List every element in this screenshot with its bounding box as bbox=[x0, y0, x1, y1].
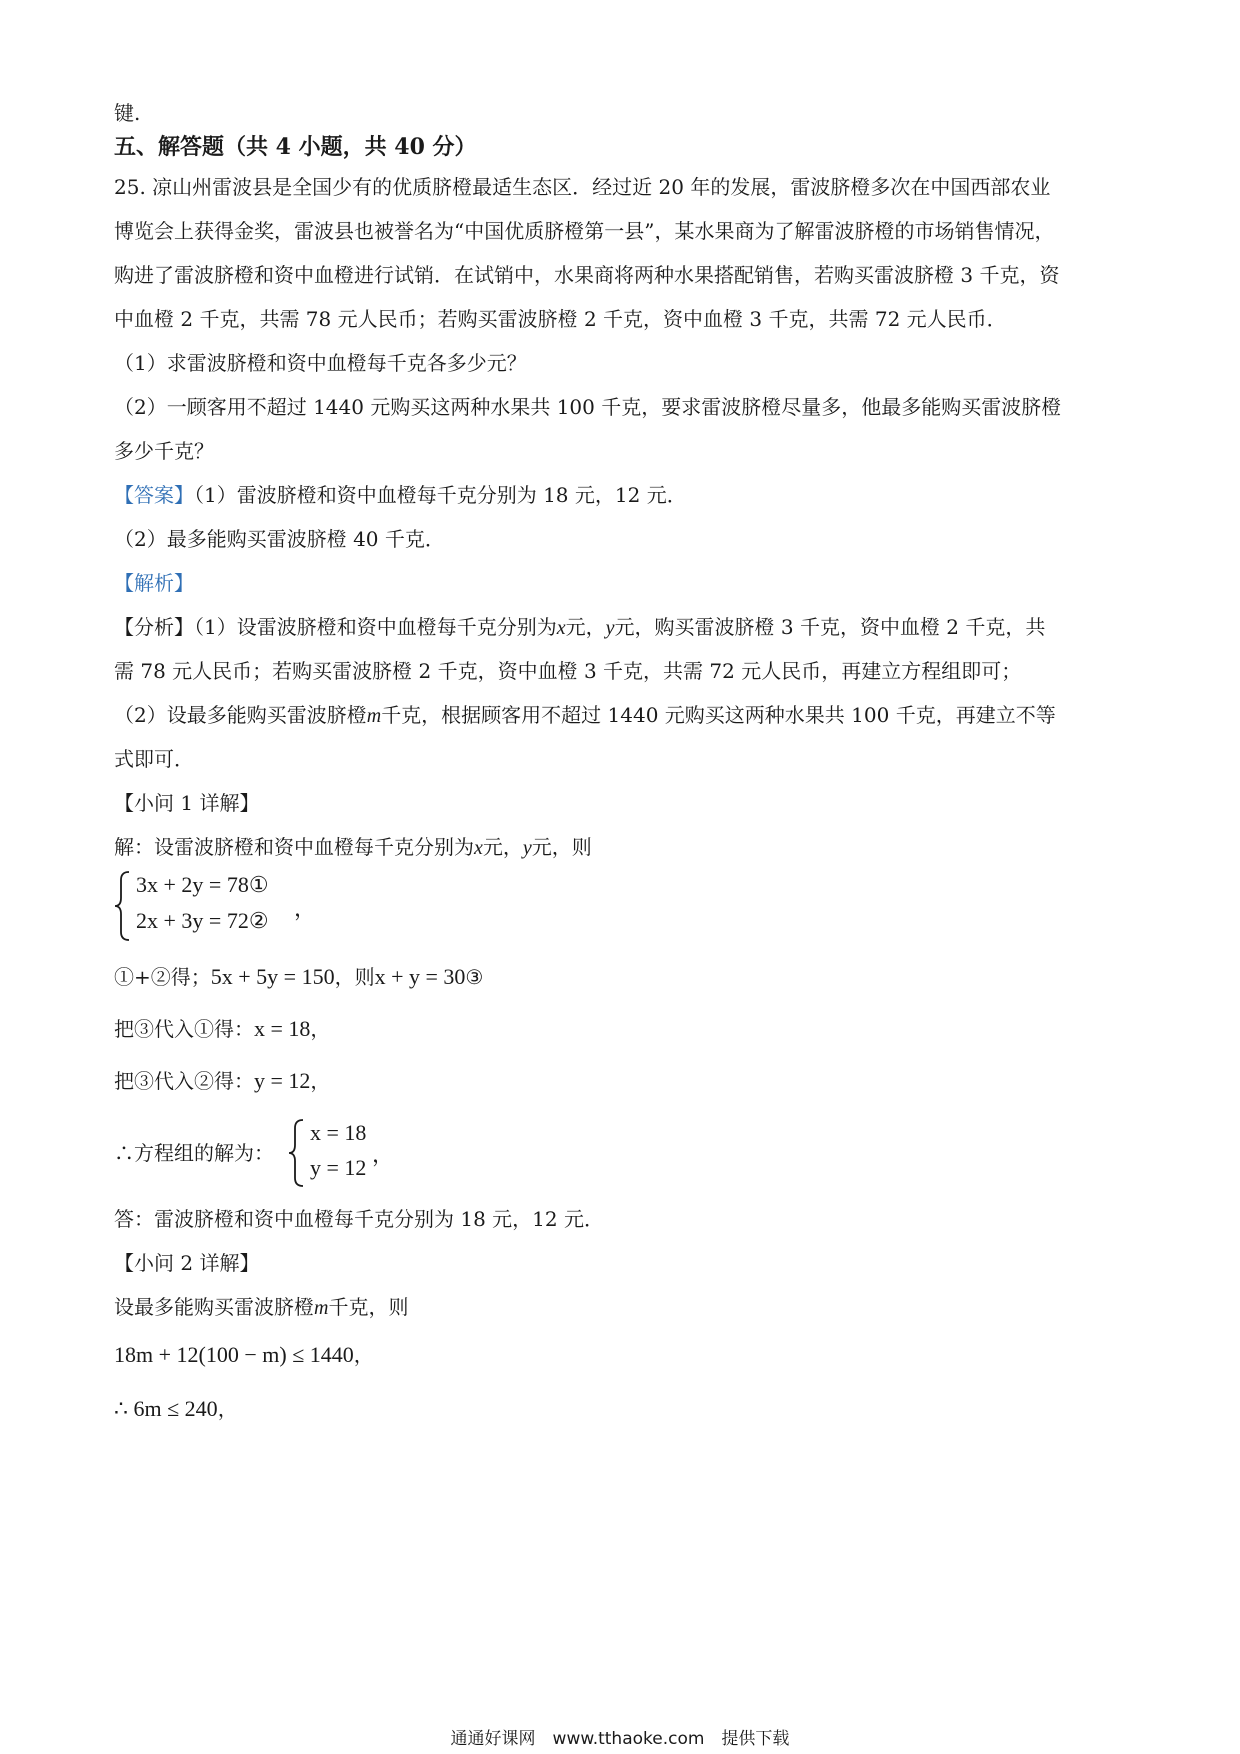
solution-line bbox=[114, 1292, 408, 1323]
section-heading: 五、解答题（共 4 小题，共 40 分） bbox=[114, 134, 477, 160]
analysis-text: 元，购买雷波脐橙 3 千克，资中血橙 2 千克，共 bbox=[614, 615, 1046, 639]
sub-question-1: （1）求雷波脐橙和资中血橙每千克各多少元？ bbox=[114, 351, 527, 375]
page-footer: 通通好课网 www.tthaoke.com 提供下载 bbox=[450, 1729, 790, 1749]
solution-line bbox=[114, 832, 592, 863]
solution-step bbox=[114, 962, 483, 992]
solution-text: 解：设雷波脐橙和资中血橙每千克分别为 bbox=[114, 835, 474, 859]
question-text: 购进了雷波脐橙和资中血橙进行试销．在试销中，水果商将两种水果搭配销售，若购买雷波脐橙 3 千克，资 bbox=[114, 263, 1060, 287]
analysis-text: 元， bbox=[565, 615, 606, 639]
answer-statement: 答：雷波脐橙和资中血橙每千克分别为 18 元，12 元． bbox=[114, 1207, 604, 1231]
variable-m: m bbox=[314, 1297, 329, 1319]
question-text: 中血橙 2 千克，共需 78 元人民币；若购买雷波脐橙 2 千克，资中血橙 3 千克，共需 72 元人民币． bbox=[114, 307, 1007, 331]
punctuation: ， bbox=[372, 1142, 395, 1167]
question-text: 博览会上获得金奖，雷波县也被誉名为“中国优质脐橙第一县”，某水果商为了解雷波脐橙的市场销售情况， bbox=[114, 219, 1055, 243]
step-text: 把③代入①得： bbox=[114, 1017, 254, 1041]
answer-line bbox=[114, 480, 687, 510]
equation: x = 18 bbox=[254, 1016, 311, 1041]
equation: 5x + 5y = 150 bbox=[210, 964, 335, 989]
step-text: 把③代入②得： bbox=[114, 1069, 254, 1093]
inequality: ∴ 6m ≤ 240 bbox=[114, 1396, 218, 1421]
step-text: ，则 bbox=[334, 965, 375, 989]
punctuation: ， bbox=[294, 896, 317, 921]
analysis-tag: 【解析】 bbox=[114, 571, 194, 595]
equation: x + y = 30 bbox=[374, 964, 466, 989]
analysis-text: 【分析】（1）设雷波脐橙和资中血橙每千克分别为 bbox=[114, 615, 557, 639]
solution-text: 元，则 bbox=[531, 835, 592, 859]
analysis-line bbox=[114, 612, 1045, 643]
inequality: 18m + 12(100 − m) ≤ 1440 bbox=[114, 1342, 354, 1367]
punctuation: ， bbox=[217, 1397, 238, 1421]
step-text: ， bbox=[310, 1069, 331, 1093]
equation-1: 3x + 2y = 78① bbox=[136, 872, 269, 897]
inequality-line bbox=[114, 1340, 374, 1370]
left-brace bbox=[114, 870, 132, 942]
therefore-label: ∴方程组的解为： bbox=[114, 1141, 274, 1165]
answer-tag: 【答案】 bbox=[114, 483, 194, 507]
step-text: ①+②得； bbox=[114, 965, 211, 989]
solution-text: 千克，则 bbox=[328, 1295, 409, 1319]
variable-m: m bbox=[366, 705, 382, 727]
variable-x: x bbox=[556, 617, 566, 639]
variable-y: y bbox=[605, 617, 615, 639]
solution-y: y = 12 bbox=[310, 1155, 367, 1180]
step-text: ③ bbox=[465, 965, 484, 989]
analysis-text: 千克，根据顾客用不超过 1440 元购买这两种水果共 100 千克，再建立不等 bbox=[381, 703, 1056, 727]
sub-question-2: （2）一顾客用不超过 1440 元购买这两种水果共 100 千克，要求雷波脐橙尽量多，他最多能购买雷波脐橙 bbox=[114, 395, 1062, 419]
analysis-text: （2）设最多能购买雷波脐橙 bbox=[114, 703, 367, 727]
analysis-line: 需 78 元人民币；若购买雷波脐橙 2 千克，资中血橙 3 千克，共需 72 元人民币，再建立方程组即可； bbox=[114, 659, 1022, 683]
answer-text: （1）雷波脐橙和资中血橙每千克分别为 18 元，12 元． bbox=[194, 483, 687, 507]
solution-x: x = 18 bbox=[310, 1120, 367, 1145]
solution-text: 元， bbox=[482, 835, 523, 859]
sub-solution-1-title: 【小问 1 详解】 bbox=[114, 791, 260, 815]
left-brace bbox=[288, 1118, 306, 1188]
inequality-line bbox=[114, 1394, 238, 1424]
sub-solution-2-title: 【小问 2 详解】 bbox=[114, 1251, 260, 1275]
variable-y: y bbox=[522, 837, 532, 859]
equation-2: 2x + 3y = 72② bbox=[136, 908, 269, 933]
variable-x: x bbox=[474, 837, 483, 859]
equation: y = 12 bbox=[254, 1068, 311, 1093]
solution-system bbox=[288, 1118, 408, 1188]
sub-question-2-cont: 多少千克？ bbox=[114, 439, 214, 463]
solution-step bbox=[114, 1014, 330, 1044]
question-text: 25. 凉山州雷波县是全国少有的优质脐橙最适生态区．经过近 20 年的发展，雷波脐橙多次在中国西部农业 bbox=[114, 175, 1051, 199]
punctuation: ， bbox=[353, 1343, 374, 1367]
analysis-line bbox=[114, 700, 1056, 731]
step-text: ， bbox=[310, 1017, 331, 1041]
solution-step bbox=[114, 1066, 330, 1096]
analysis-line: 式即可． bbox=[114, 747, 194, 771]
text-line: 键. bbox=[114, 101, 141, 125]
equation-system bbox=[114, 870, 434, 942]
answer-line-2: （2）最多能购买雷波脐橙 40 千克． bbox=[114, 527, 445, 551]
solution-text: 设最多能购买雷波脐橙 bbox=[114, 1295, 314, 1319]
